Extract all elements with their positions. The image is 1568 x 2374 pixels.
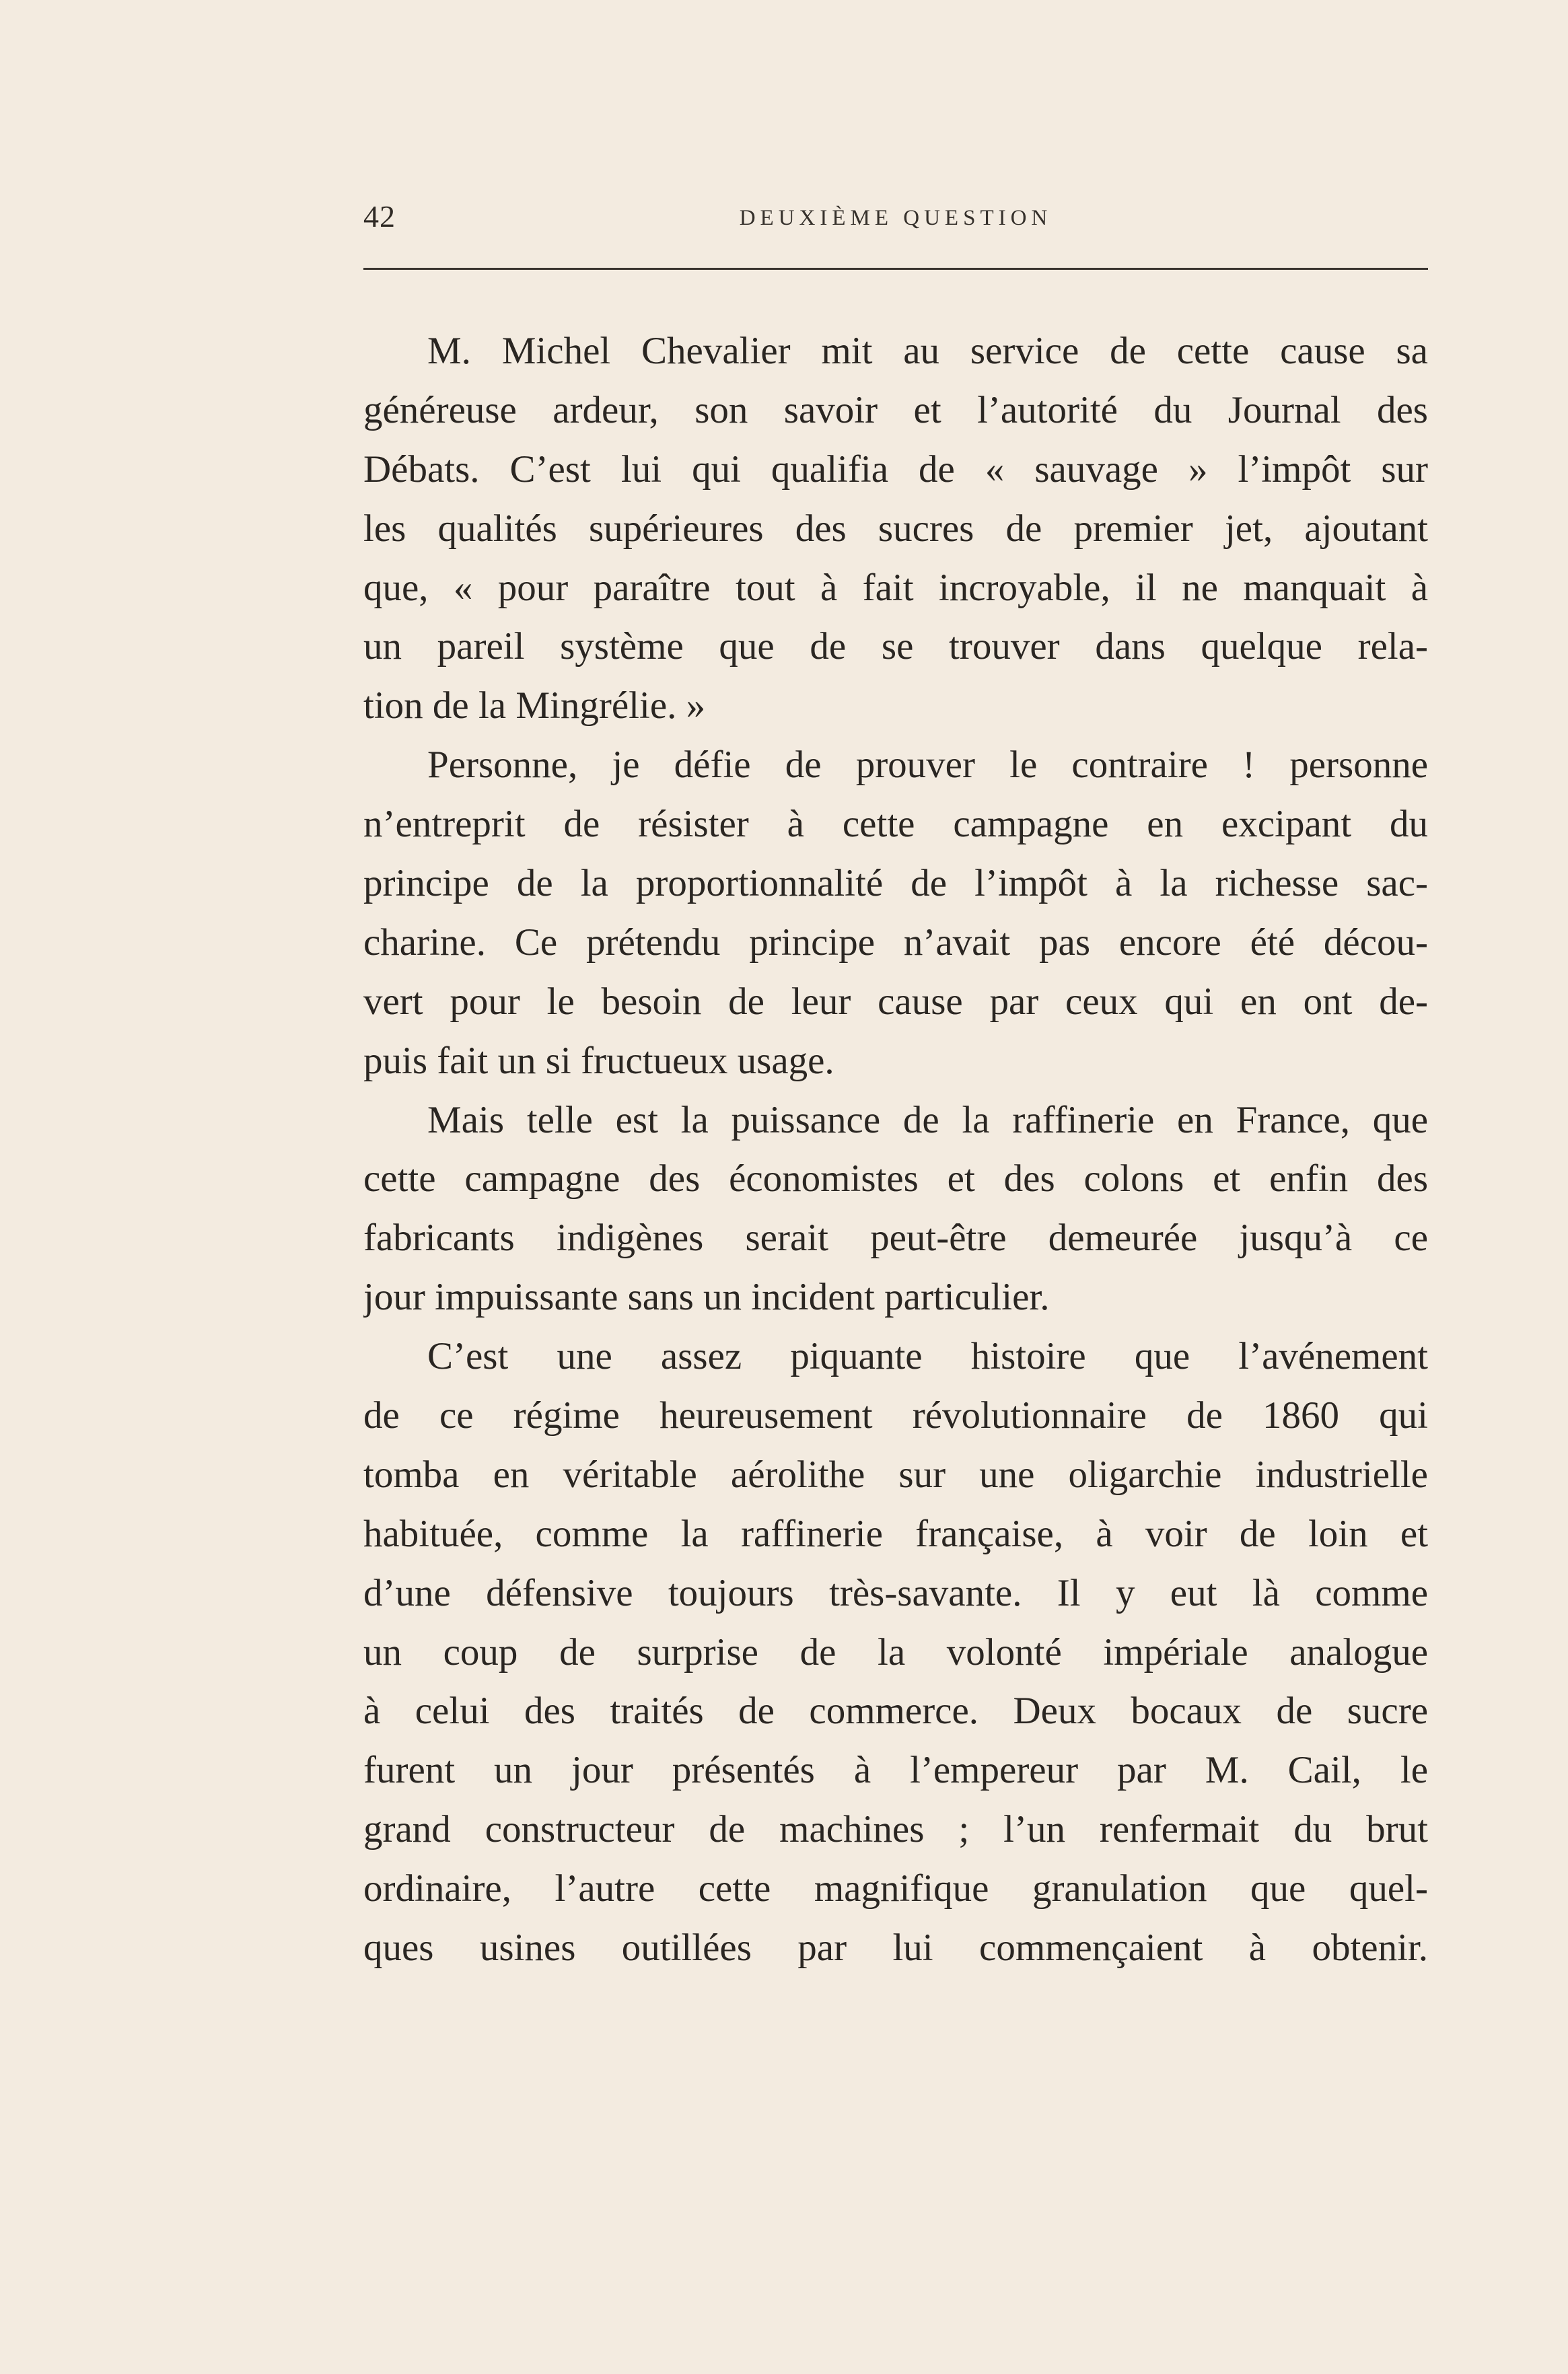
paragraph-4 [363, 1327, 1428, 1978]
paragraph-1 [363, 322, 1428, 735]
text-line: cette campagne des économistes et des colons et enfin des [363, 1157, 1428, 1200]
text-line: un pareil système que de se trouver dans quelque rela- [363, 625, 1428, 668]
text-line: généreuse ardeur, son savoir et l’autorité du Journal des [363, 388, 1428, 431]
text-line: Personne, je défie de prouver le contraire ! personne [427, 744, 1428, 787]
text-line: de ce régime heureusement révolutionnaire de 1860 qui [363, 1394, 1428, 1437]
text-line: un coup de surprise de la volonté impériale analogue [363, 1630, 1428, 1674]
page-number: 42 [363, 199, 396, 233]
text-line: que, « pour paraître tout à fait incroyable, il ne manquait à [363, 566, 1428, 609]
text-line: jour impuissante sans un incident particulier. [363, 1276, 1050, 1319]
text-line: tion de la Mingrélie. » [363, 684, 706, 727]
text-line: furent un jour présentés à l’empereur par M. Cail, le [363, 1749, 1428, 1792]
text-line: ordinaire, l’autre cette magnifique granulation que quel- [363, 1867, 1428, 1910]
paragraph-2 [363, 735, 1428, 1090]
text-line: n’entreprit de résister à cette campagne en excipant du [363, 803, 1428, 846]
text-line: habituée, comme la raffinerie française, à voir de loin et [363, 1512, 1428, 1555]
text-line: tomba en véritable aérolithe sur une oligarchie industrielle [363, 1453, 1428, 1496]
text-line: d’une défensive toujours très-savante. Il y eut là comme [363, 1571, 1428, 1614]
header-rule [363, 268, 1428, 270]
text-line: à celui des traités de commerce. Deux bocaux de sucre [363, 1690, 1428, 1733]
text-line: vert pour le besoin de leur cause par ceux qui en ont de- [363, 980, 1428, 1023]
text-line: fabricants indigènes serait peut-être demeurée jusqu’à ce [363, 1217, 1428, 1260]
text-line: les qualités supérieures des sucres de premier jet, ajoutant [363, 507, 1428, 550]
running-title: DEUXIÈME QUESTION [739, 206, 1053, 230]
text-line: C’est une assez piquante histoire que l’avénement [427, 1335, 1428, 1378]
text-line: grand constructeur de machines ; l’un renfermait du brut [363, 1808, 1428, 1851]
paragraph-3 [363, 1091, 1428, 1328]
text-line: Mais telle est la puissance de la raffinerie en France, que [427, 1098, 1428, 1141]
page-header [363, 196, 1428, 237]
text-line: ques usines outillées par lui commençaient à obtenir. [363, 1927, 1428, 1970]
text-line: charine. Ce prétendu principe n’avait pas encore été décou- [363, 921, 1428, 964]
text-line: Débats. C’est lui qui qualifia de « sauvage » l’impôt sur [363, 447, 1428, 491]
text-line: principe de la proportionnalité de l’impôt à la richesse sac- [363, 862, 1428, 905]
text-line: puis fait un si fructueux usage. [363, 1039, 834, 1082]
text-line: M. Michel Chevalier mit au service de cette cause sa [427, 330, 1428, 372]
body-text [363, 322, 1428, 1978]
